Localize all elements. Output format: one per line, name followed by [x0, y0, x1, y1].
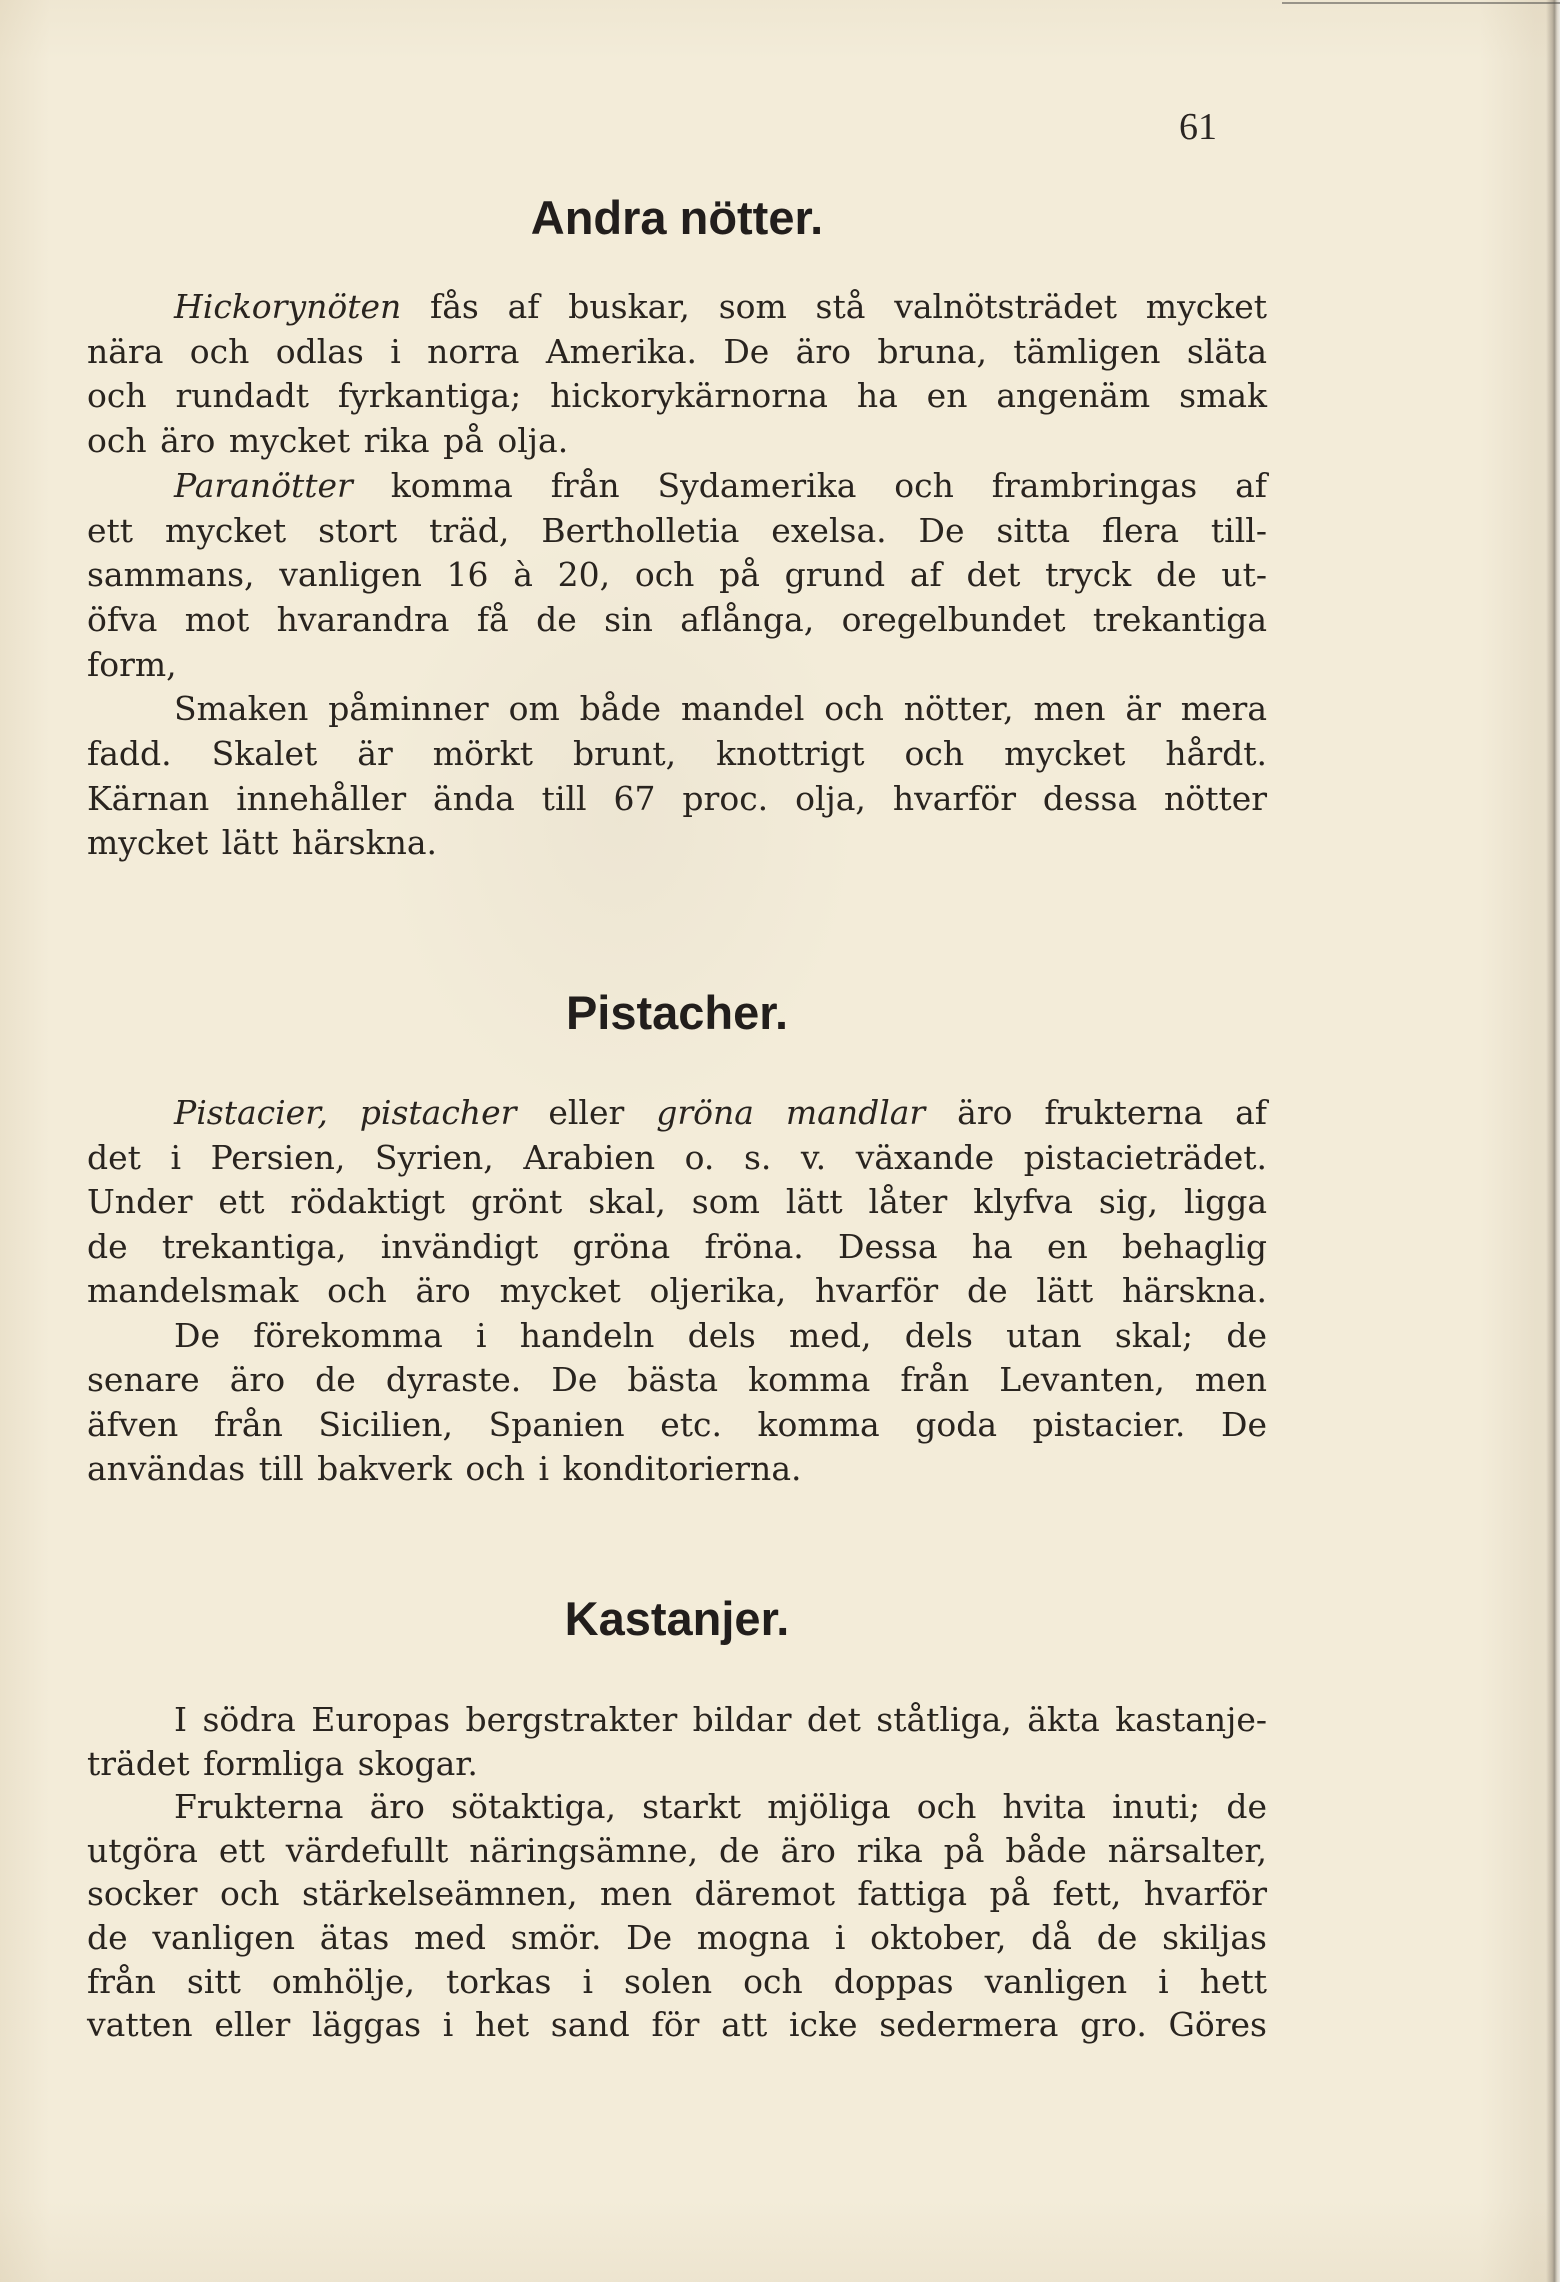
text-line: de trekantiga, invändigt gröna fröna. Dessa ha en behaglig	[87, 1226, 1267, 1266]
text-line: senare äro de dyraste. De bästa komma från Levanten, men	[87, 1360, 1267, 1399]
text-line: socker och stärkelseämnen, men däremot fattiga på fett, hvarför	[87, 1874, 1267, 1914]
text-line: form,	[87, 644, 177, 684]
section-body	[87, 1698, 1267, 2047]
text-line: mycket lätt härskna.	[87, 823, 437, 863]
section-heading: Andra nötter.	[530, 191, 824, 244]
text-line: det i Persien, Syrien, Arabien o. s. v. växande pistacieträdet.	[87, 1137, 1267, 1177]
line-text: eller	[516, 1093, 657, 1132]
page-edge-line	[1282, 2, 1560, 4]
text-line: mandelsmak och äro mycket oljerika, hvarför de lätt härskna.	[87, 1271, 1267, 1310]
text-line: sammans, vanligen 16 à 20, och på grund af det tryck de ut-	[87, 555, 1267, 595]
text-line: utgöra ett värdefullt näringsämne, de äro rika på både närsalter,	[87, 1830, 1267, 1870]
text-line	[87, 1091, 1267, 1136]
text-line: I södra Europas bergstrakter bildar det ståtliga, äkta kastanje-	[174, 1700, 1267, 1739]
text-line: De förekomma i handeln dels med, dels utan skal; de	[174, 1315, 1267, 1355]
text-line: Frukterna äro sötaktiga, starkt mjöliga och hvita inuti; de	[174, 1787, 1267, 1827]
section-body	[87, 285, 1267, 866]
italic-term: Pistacier, pistacher	[174, 1093, 517, 1132]
text-line: Smaken påminner om både mandel och nötter, men är mera	[174, 689, 1267, 729]
text-line: äfven från Sicilien, Spanien etc. komma goda pistacier. De	[87, 1404, 1267, 1444]
page-edge-shadow	[1546, 0, 1560, 2282]
line-text: äro frukterna af	[925, 1093, 1267, 1132]
text-line: Under ett rödaktigt grönt skal, som lätt låter klyfva sig, ligga	[87, 1182, 1267, 1221]
italic-term: gröna mandlar	[656, 1093, 926, 1132]
text-line: och rundadt fyrkantiga; hickorykärnorna ha en angenäm smak	[87, 376, 1267, 416]
section-body	[87, 1091, 1267, 1492]
text-line	[87, 464, 1267, 509]
text-line: och äro mycket rika på olja.	[87, 421, 569, 461]
italic-term: Hickorynöten	[174, 287, 402, 326]
text-line: från sitt omhölje, torkas i solen och doppas vanligen i hett	[87, 1961, 1267, 2001]
italic-term: Paranötter	[174, 465, 353, 505]
text-line: nära och odlas i norra Amerika. De äro bruna, tämligen släta	[87, 331, 1267, 371]
line-text: fås af buskar, som stå valnötsträdet mycket	[401, 287, 1267, 326]
text-line: trädet formliga skogar.	[87, 1743, 478, 1783]
text-line	[87, 285, 1267, 330]
line-text: komma från Sydamerika och frambringas af	[352, 465, 1267, 505]
section-heading: Kastanjer.	[564, 1592, 790, 1645]
text-line: Kärnan innehåller ända till 67 proc. olja, hvarför dessa nötter	[87, 778, 1267, 818]
text-line: de vanligen ätas med smör. De mogna i oktober, då de skiljas	[87, 1917, 1267, 1957]
page-number: 61	[1179, 106, 1217, 148]
section-heading: Pistacher.	[565, 986, 789, 1039]
text-line: öfva mot hvarandra få de sin aflånga, oregelbundet trekantiga	[87, 599, 1267, 639]
text-line: ett mycket stort träd, Bertholletia exelsa. De sitta flera till-	[87, 510, 1267, 550]
text-line: vatten eller läggas i het sand för att icke sedermera gro. Göres	[87, 2005, 1267, 2045]
text-line: användas till bakverk och i konditorierna.	[87, 1449, 802, 1488]
text-line: fadd. Skalet är mörkt brunt, knottrigt och mycket hårdt.	[87, 734, 1267, 774]
